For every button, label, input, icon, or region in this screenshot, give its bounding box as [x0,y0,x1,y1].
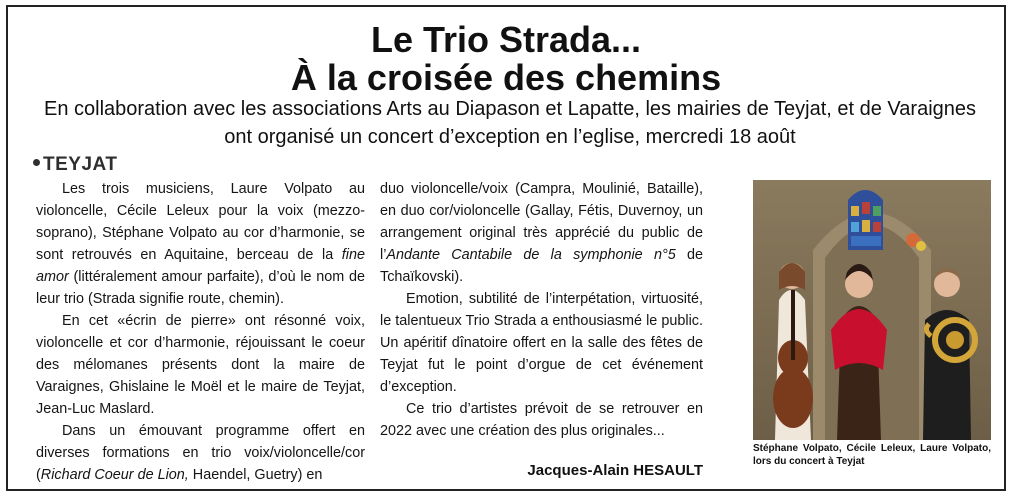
emphasis-text: fine amor [36,247,365,285]
author-signature: Jacques-Alain HESAULT [527,462,703,479]
article-title-line1: Le Trio Strada... [370,19,642,60]
emphasis-text: Richard Coeur de Lion, [40,467,189,483]
paragraph [36,420,365,486]
article-title-line2: À la croisée des chemins [290,57,722,98]
text-span: duo violoncelle/voix (Campra, Moulinié, Bataille), en duo cor/violoncelle (Gallay, Fétis, Duvernoy, un arrangement original très apprécié du public de l’ [380,181,703,263]
concert-photo-illustration [753,180,991,440]
location-heading [33,154,117,176]
stained-glass-window [848,190,883,250]
article-column-2 [380,178,703,442]
article-column-1 [36,178,365,486]
paragraph [380,178,703,288]
paragraph: Emotion, subtilité de l’interpétation, virtuosité, le talentueux Trio Strada a enthousiasmé le public. Un apéritif dînatoire offert en la salle des fêtes de Teyjat fut le point d’orgue de cet événement d’exception. [380,291,703,395]
location-label: TEYJAT [43,154,118,175]
photo-caption: Stéphane Volpato, Cécile Leleux, Laure Volpato, lors du concert à Teyjat [753,443,991,467]
paragraph: En cet «écrin de pierre» ont résonné voix, violoncelle et cor d’harmonie, réjouissant le coeur des mélomanes présents dont la maire de Varaignes, Ghislaine le Moël et le maire de Teyjat, Jean-Luc Maslard. [36,313,365,417]
emphasis-text: Andante Cantabile de la symphonie n°5 [386,247,676,263]
text-span: Les trois musiciens, Laure Volpato au violoncelle, Cécile Leleux pour la voix (mezzo-soprano), Stéphane Volpato au cor d’harmonie, se sont retrouvés en Aquitaine, berceau de la [36,181,365,263]
bullet-icon [33,159,40,166]
concert-photo [753,180,991,440]
paragraph [36,178,365,310]
text-span: de Tchaïkovski). [380,247,703,285]
text-span: Haendel, Guetry) en [188,467,323,483]
paragraph: Ce trio d’artistes prévoit de se retrouver en 2022 avec une création des plus originales... [380,401,703,439]
text-span: Dans un émouvant programme offert en diverses formations en trio voix/violoncelle/cor ( [36,423,365,483]
text-span: (littéralement amour parfaite), d’où le nom de leur trio (Strada signifie route, chemin). [36,269,365,307]
article-subtitle: En collaboration avec les associations Arts au Diapason et Lapatte, les mairies de Teyjat, et de Varaignes ont organisé un concert d’exception en l’eglise, mercredi 18 août [43,98,977,148]
